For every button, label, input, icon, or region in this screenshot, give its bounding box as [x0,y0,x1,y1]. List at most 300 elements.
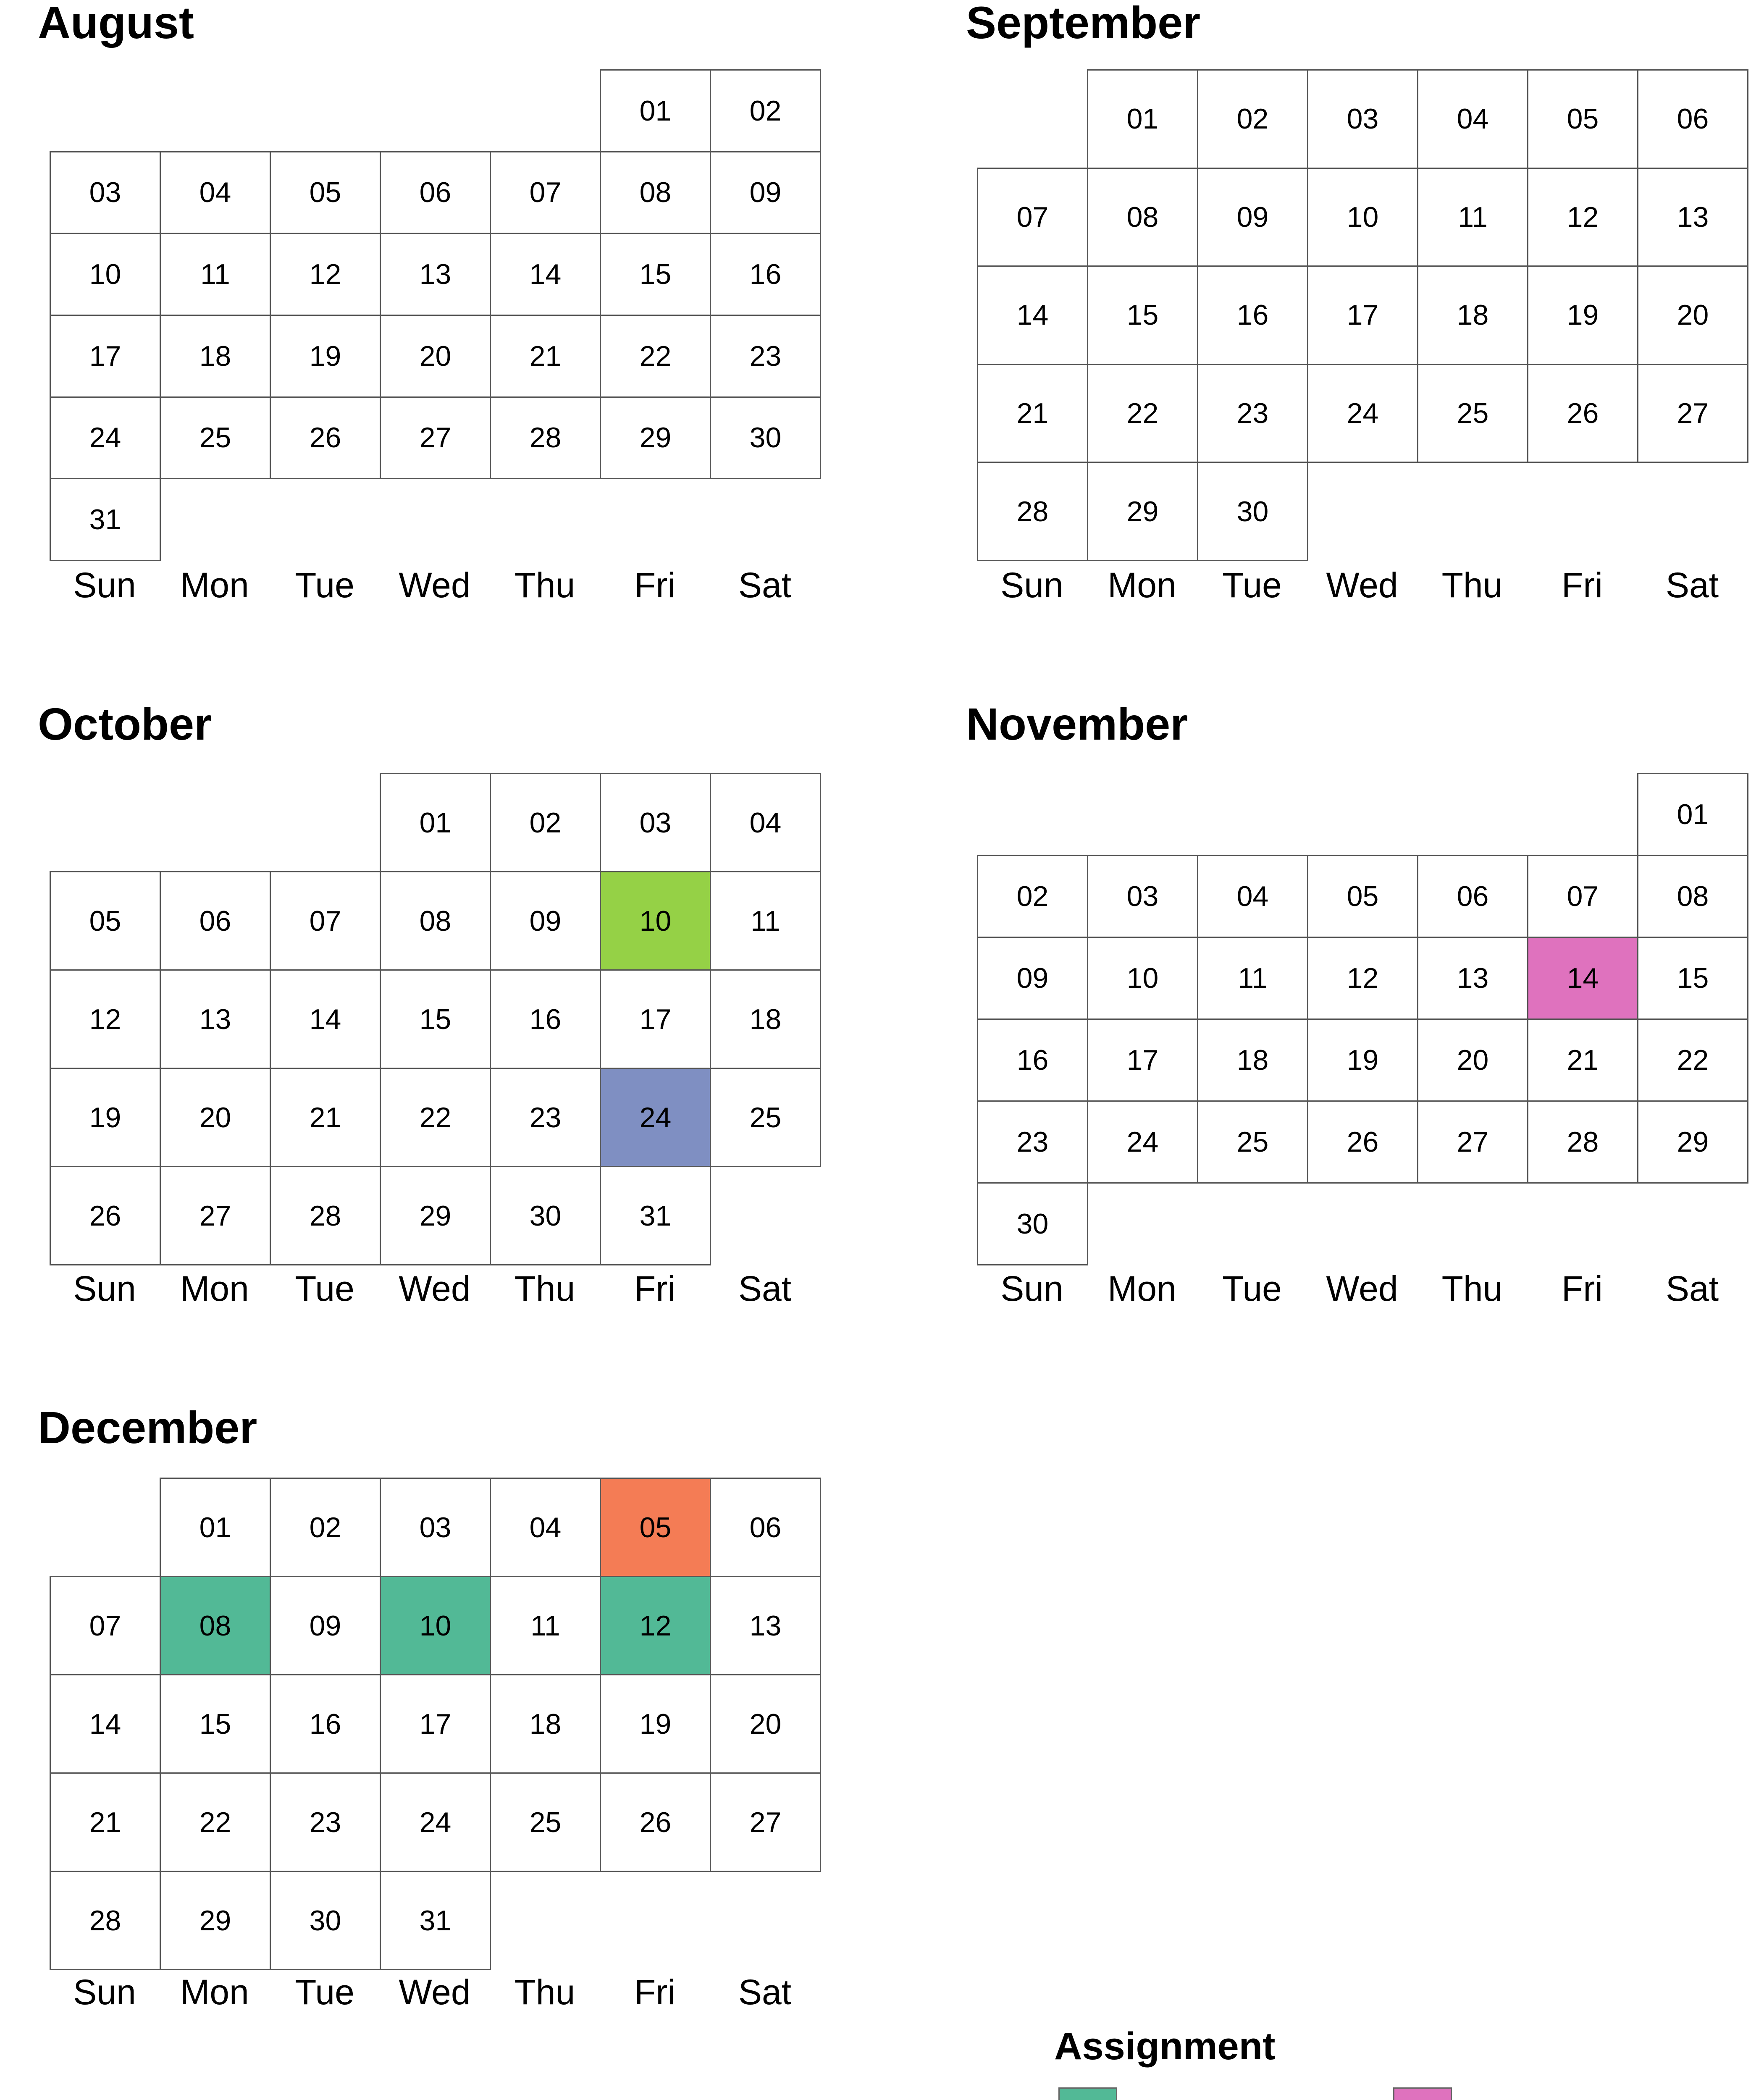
weekday-label: Sat [738,1269,792,1308]
day-cell [270,151,381,234]
day-number: 01 [1126,103,1159,135]
day-number: 16 [309,1708,341,1740]
day-cell [50,1068,161,1167]
day-number: 19 [1347,1044,1379,1076]
day-cell [1307,69,1418,169]
day-number: 10 [1126,962,1159,994]
day-number: 11 [1458,201,1488,233]
day-number: 06 [1677,103,1709,135]
weekday-label: Sun [1000,1269,1063,1308]
day-number: 25 [1236,1126,1269,1158]
day-number: 07 [1567,880,1599,912]
day-cell [710,1478,821,1577]
day-cell [270,396,381,480]
day-number: 16 [1016,1044,1049,1076]
day-number: 01 [419,806,452,839]
day-number: 21 [309,1101,341,1134]
day-cell [710,773,821,872]
day-number: 15 [1126,299,1159,331]
day-number: 06 [419,176,452,209]
day-number: 13 [1457,962,1489,994]
day-cell [1637,937,1748,1020]
day-cell [380,233,491,316]
day-number: 15 [639,258,672,291]
day-cell [1197,462,1308,561]
day-cell [600,773,711,872]
day-cell [490,1068,601,1167]
day-number: 08 [419,905,452,937]
day-cell [710,1772,821,1872]
day-number: 21 [1016,397,1049,430]
day-number: 20 [1457,1044,1489,1076]
weekday-label: Mon [180,1269,249,1308]
day-number: 05 [89,905,121,937]
day-number: 03 [1347,103,1379,135]
day-cell [1197,1100,1308,1184]
day-cell [380,396,491,480]
day-cell [270,1576,381,1675]
day-cell [50,478,161,561]
day-cell [160,1166,271,1265]
day-cell [1087,69,1198,169]
legend-title: Assignment [1054,2025,1276,2068]
day-number: 31 [89,504,121,536]
day-number: 03 [639,806,672,839]
day-cell [710,871,821,971]
day-cell [710,396,821,480]
day-cell [380,871,491,971]
day-number: 05 [1567,103,1599,135]
day-cell [490,315,601,398]
day-number: 13 [1677,201,1709,233]
day-number: 02 [529,806,562,839]
day-cell [1527,937,1638,1020]
day-number: 19 [89,1101,121,1134]
month-title-september: September [966,0,1201,48]
day-number: 09 [1236,201,1269,233]
day-number: 05 [309,176,341,209]
day-cell [1087,364,1198,463]
day-cell [1307,168,1418,267]
day-cell [600,1674,711,1774]
day-cell [380,315,491,398]
day-number: 28 [1016,495,1049,528]
day-number: 27 [419,422,452,454]
day-number: 17 [1347,299,1379,331]
day-number: 21 [529,340,562,372]
day-number: 14 [529,258,562,291]
day-number: 04 [529,1511,562,1544]
day-number: 26 [1567,397,1599,430]
day-cell [380,1478,491,1577]
day-cell [710,1674,821,1774]
month-title-december: December [38,1402,257,1453]
day-number: 05 [639,1511,672,1544]
day-cell [710,69,821,152]
day-number: 21 [89,1806,121,1838]
day-number: 19 [639,1708,672,1740]
day-cell [1197,168,1308,267]
day-number: 11 [530,1609,560,1642]
day-number: 10 [639,905,672,937]
day-cell [160,1772,271,1872]
day-cell [600,969,711,1069]
day-cell [50,1576,161,1675]
day-cell [1527,855,1638,938]
day-cell [1417,168,1528,267]
day-cell [977,855,1088,938]
day-number: 27 [749,1806,782,1838]
day-number: 30 [529,1200,562,1232]
day-cell [160,1478,271,1577]
day-number: 25 [529,1806,562,1838]
day-cell [1307,1018,1418,1102]
day-number: 16 [1236,299,1269,331]
day-number: 18 [529,1708,562,1740]
day-number: 15 [419,1003,452,1035]
day-cell [1417,364,1528,463]
day-number: 02 [309,1511,341,1544]
day-cell [600,1068,711,1167]
day-number: 04 [1236,880,1269,912]
day-number: 12 [639,1609,672,1642]
day-number: 06 [749,1511,782,1544]
day-number: 25 [199,422,231,454]
day-number: 24 [419,1806,452,1838]
day-cell [490,969,601,1069]
day-cell [50,871,161,971]
day-number: 12 [89,1003,121,1035]
day-cell [1527,265,1638,365]
day-number: 27 [1677,397,1709,430]
day-number: 07 [1016,201,1049,233]
day-cell [380,1871,491,1970]
day-cell [160,1674,271,1774]
day-cell [50,969,161,1069]
day-number: 03 [89,176,121,209]
weekday-label: Wed [399,565,471,605]
weekday-label: Fri [634,1972,675,2012]
day-number: 19 [309,340,341,372]
day-number: 17 [89,340,121,372]
day-number: 18 [749,1003,782,1035]
day-cell [1197,364,1308,463]
day-number: 26 [309,422,341,454]
weekday-label: Wed [1326,1269,1398,1308]
day-cell [270,1166,381,1265]
weekday-label: Mon [1108,565,1176,605]
day-cell [1417,855,1528,938]
day-number: 29 [419,1200,452,1232]
day-number: 01 [199,1511,231,1544]
day-cell [600,1166,711,1265]
day-number: 20 [1677,299,1709,331]
day-number: 06 [1457,880,1489,912]
day-cell [50,315,161,398]
day-number: 25 [1457,397,1489,430]
weekday-label: Sat [1665,1269,1719,1308]
day-cell [160,1576,271,1675]
day-cell [1637,855,1748,938]
day-number: 13 [749,1609,782,1642]
weekday-label: Tue [1222,565,1282,605]
day-cell [977,265,1088,365]
day-number: 14 [309,1003,341,1035]
day-number: 14 [1567,962,1599,994]
day-number: 12 [309,258,341,291]
month-title-august: August [38,0,194,48]
day-cell [490,773,601,872]
day-cell [380,1576,491,1675]
day-cell [600,1576,711,1675]
day-number: 29 [639,422,672,454]
day-cell [1527,364,1638,463]
day-number: 15 [1677,962,1709,994]
day-cell [270,969,381,1069]
day-number: 12 [1347,962,1379,994]
day-cell [50,1166,161,1265]
day-cell [1087,937,1198,1020]
day-number: 04 [199,176,231,209]
legend-swatch [1058,2087,1117,2100]
day-cell [710,315,821,398]
day-number: 27 [199,1200,231,1232]
day-cell [1307,855,1418,938]
day-number: 30 [1016,1208,1049,1240]
day-cell [160,1068,271,1167]
weekday-label: Sun [73,1269,136,1308]
weekday-label: Thu [1441,1269,1503,1308]
day-number: 18 [1236,1044,1269,1076]
day-cell [160,315,271,398]
weekday-label: Fri [634,565,675,605]
day-number: 08 [1126,201,1159,233]
day-cell [1417,1018,1528,1102]
day-number: 09 [749,176,782,209]
day-cell [600,1478,711,1577]
day-number: 24 [1126,1126,1159,1158]
weekday-label: Wed [399,1269,471,1308]
day-cell [50,396,161,480]
day-number: 04 [749,806,782,839]
weekday-label: Sun [73,565,136,605]
weekday-label: Sun [73,1972,136,2012]
day-number: 04 [1457,103,1489,135]
day-number: 14 [89,1708,121,1740]
day-cell [270,871,381,971]
day-number: 03 [419,1511,452,1544]
day-number: 28 [1567,1126,1599,1158]
weekday-label: Wed [1326,565,1398,605]
day-cell [1417,1100,1528,1184]
day-number: 09 [529,905,562,937]
day-cell [270,1871,381,1970]
day-cell [1197,1018,1308,1102]
day-number: 17 [1126,1044,1159,1076]
day-cell [977,364,1088,463]
day-number: 02 [1016,880,1049,912]
day-cell [50,1772,161,1872]
day-number: 11 [200,258,230,291]
day-number: 10 [89,258,121,291]
day-cell [380,969,491,1069]
day-cell [270,315,381,398]
day-number: 24 [89,422,121,454]
weekday-label: Fri [1562,565,1603,605]
day-number: 08 [639,176,672,209]
day-cell [1637,1018,1748,1102]
day-cell [50,151,161,234]
day-number: 27 [1457,1126,1489,1158]
day-cell [600,1772,711,1872]
day-cell [490,871,601,971]
day-number: 07 [529,176,562,209]
weekday-label: Fri [1562,1269,1603,1308]
day-number: 17 [419,1708,452,1740]
day-number: 23 [1236,397,1269,430]
day-number: 28 [89,1904,121,1937]
legend-item [1058,2087,1363,2100]
day-cell [977,1018,1088,1102]
day-cell [270,1068,381,1167]
day-number: 28 [529,422,562,454]
day-cell [710,1576,821,1675]
day-cell [490,1772,601,1872]
day-cell [600,396,711,480]
day-cell [977,937,1088,1020]
day-number: 22 [419,1101,452,1134]
weekday-label: Tue [295,1269,354,1308]
day-cell [710,151,821,234]
weekday-label: Mon [1108,1269,1176,1308]
day-number: 08 [199,1609,231,1642]
weekday-label: Tue [295,1972,354,2012]
day-cell [1527,69,1638,169]
day-cell [1417,69,1528,169]
weekday-label: Thu [514,565,575,605]
day-cell [1637,773,1748,856]
day-cell [270,233,381,316]
day-cell [600,315,711,398]
day-cell [380,1772,491,1872]
day-number: 06 [199,905,231,937]
day-number: 10 [1347,201,1379,233]
day-number: 31 [639,1200,672,1232]
day-cell [1087,265,1198,365]
day-cell [600,69,711,152]
day-cell [600,233,711,316]
day-cell [977,168,1088,267]
weekday-label: Sat [1665,565,1719,605]
day-cell [490,1674,601,1774]
day-number: 23 [749,340,782,372]
day-number: 25 [749,1101,782,1134]
weekday-label: Sat [738,565,792,605]
day-cell [270,1478,381,1577]
day-cell [490,396,601,480]
day-number: 23 [309,1806,341,1838]
day-cell [1527,168,1638,267]
day-number: 24 [1347,397,1379,430]
legend-item [1393,2087,1759,2100]
day-number: 15 [199,1708,231,1740]
day-number: 29 [1677,1126,1709,1158]
day-number: 03 [1126,880,1159,912]
day-cell [1417,265,1528,365]
weekday-label: Fri [634,1269,675,1308]
day-cell [710,1068,821,1167]
day-number: 01 [1677,798,1709,830]
day-number: 11 [751,905,780,937]
day-cell [50,233,161,316]
day-cell [600,151,711,234]
day-number: 11 [1238,962,1268,994]
day-cell [710,233,821,316]
weekday-label: Wed [399,1972,471,2012]
day-cell [1197,69,1308,169]
weekday-label: Thu [514,1269,575,1308]
day-cell [490,151,601,234]
day-cell [1197,937,1308,1020]
month-title-october: October [38,698,212,749]
day-number: 29 [199,1904,231,1937]
day-number: 30 [1236,495,1269,528]
day-number: 22 [639,340,672,372]
day-cell [270,1674,381,1774]
day-number: 23 [529,1101,562,1134]
day-cell [1637,1100,1748,1184]
day-cell [1087,1018,1198,1102]
day-cell [977,1100,1088,1184]
day-number: 31 [419,1904,452,1937]
day-number: 16 [749,258,782,291]
day-number: 17 [639,1003,672,1035]
day-number: 02 [1236,103,1269,135]
day-cell [710,969,821,1069]
day-number: 19 [1567,299,1599,331]
day-number: 18 [1457,299,1489,331]
day-cell [160,871,271,971]
day-cell [1087,168,1198,267]
weekday-label: Sat [738,1972,792,2012]
weekday-label: Mon [180,565,249,605]
day-cell [490,233,601,316]
day-cell [490,1478,601,1577]
day-cell [380,1674,491,1774]
day-cell [380,1068,491,1167]
day-cell [380,1166,491,1265]
day-cell [380,151,491,234]
day-number: 14 [1016,299,1049,331]
day-number: 26 [639,1806,672,1838]
day-cell [1307,937,1418,1020]
day-cell [1307,364,1418,463]
day-number: 18 [199,340,231,372]
day-cell [1197,855,1308,938]
day-number: 22 [1677,1044,1709,1076]
day-number: 26 [89,1200,121,1232]
day-number: 23 [1016,1126,1049,1158]
day-number: 26 [1347,1126,1379,1158]
weekday-label: Thu [1441,565,1503,605]
day-number: 13 [419,258,452,291]
day-number: 07 [89,1609,121,1642]
day-number: 09 [1016,962,1049,994]
day-number: 10 [419,1609,452,1642]
day-number: 20 [419,340,452,372]
month-title-november: November [966,698,1188,749]
day-number: 22 [1126,397,1159,430]
